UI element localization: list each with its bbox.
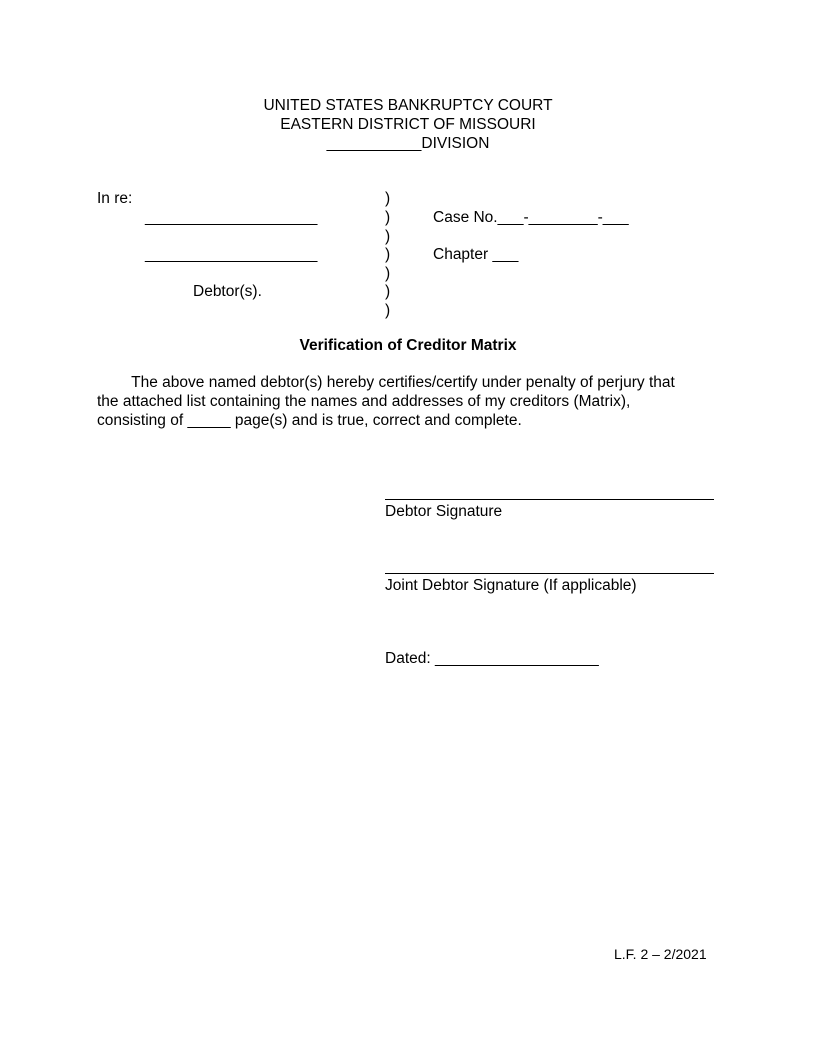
joint-debtor-signature-line bbox=[385, 573, 714, 574]
debtor-signature-label: Debtor Signature bbox=[385, 503, 503, 520]
debtors-label: Debtor(s). bbox=[193, 283, 262, 300]
paragraph-line-3: consisting of _____ page(s) and is true, correct and complete. bbox=[97, 412, 522, 429]
caption-paren: ) bbox=[385, 190, 391, 207]
caption-paren: ) bbox=[385, 246, 391, 263]
joint-debtor-signature-label: Joint Debtor Signature (If applicable) bbox=[385, 577, 637, 594]
caption-paren: ) bbox=[385, 228, 391, 245]
debtor-signature-line bbox=[385, 499, 714, 500]
debtor-name-blank-2: ____________________ bbox=[145, 246, 318, 263]
caption-paren: ) bbox=[385, 302, 391, 319]
court-name: UNITED STATES BANKRUPTCY COURT bbox=[263, 97, 553, 114]
verification-paragraph bbox=[97, 373, 737, 430]
form-identifier: L.F. 2 – 2/2021 bbox=[614, 946, 707, 962]
dated-field: Dated: ___________________ bbox=[385, 650, 599, 667]
debtor-name-blank-1: ____________________ bbox=[145, 209, 318, 226]
in-re-label: In re: bbox=[97, 190, 133, 207]
paragraph-line-1: The above named debtor(s) hereby certifies/certify under penalty of perjury that bbox=[97, 374, 675, 391]
caption-paren: ) bbox=[385, 209, 391, 226]
caption-paren: ) bbox=[385, 283, 391, 300]
case-number-field: Case No.___-________-___ bbox=[433, 209, 629, 226]
caption-paren: ) bbox=[385, 265, 391, 282]
chapter-field: Chapter ___ bbox=[433, 246, 519, 263]
document-title: Verification of Creditor Matrix bbox=[299, 337, 517, 354]
district-name: EASTERN DISTRICT OF MISSOURI bbox=[280, 116, 536, 133]
paragraph-line-2: the attached list containing the names and addresses of my creditors (Matrix), bbox=[97, 393, 631, 410]
division-name: ___________DIVISION bbox=[326, 135, 490, 152]
